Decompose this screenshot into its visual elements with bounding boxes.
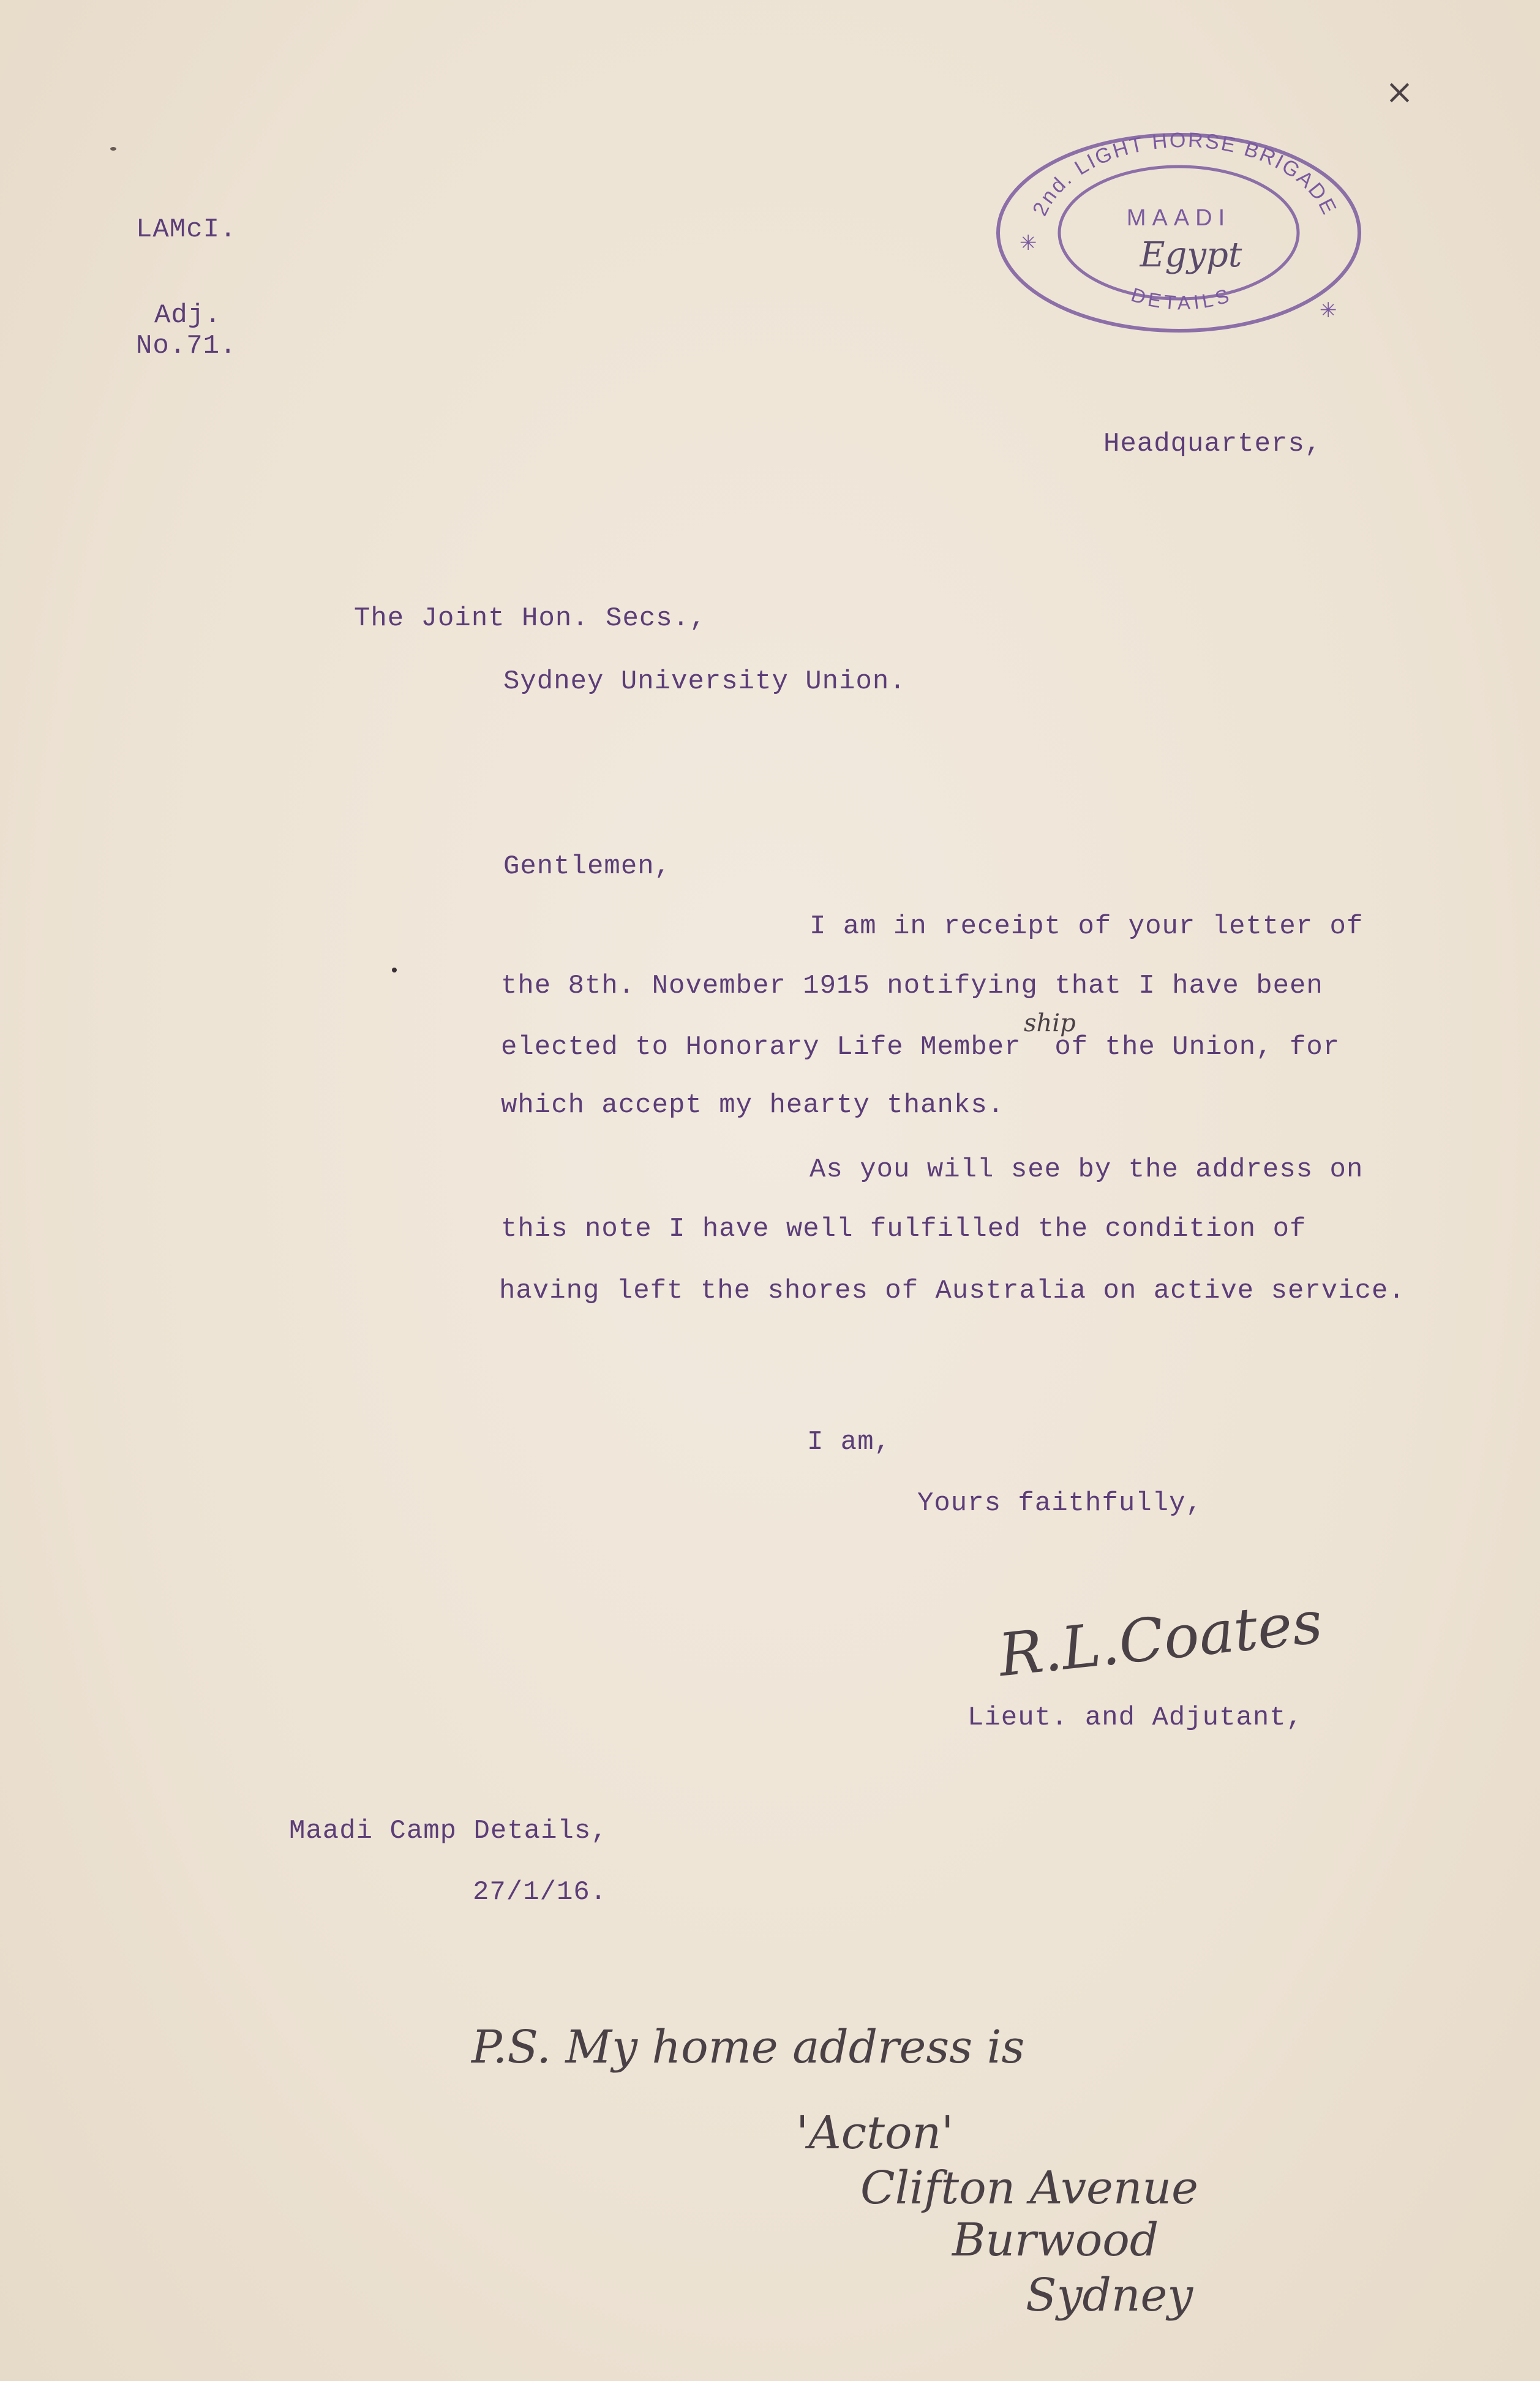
postscript-address-3: Burwood bbox=[952, 2214, 1159, 2266]
paper-speck bbox=[392, 968, 397, 972]
signatory-title: Lieut. and Adjutant, bbox=[967, 1702, 1304, 1733]
stamp-center-text: MAADI bbox=[1126, 205, 1231, 231]
stamp-bottom-text: DETAILS bbox=[1129, 283, 1235, 314]
body-line-4: which accept my hearty thanks. bbox=[501, 1090, 1005, 1121]
unit-reference: LAMcI. bbox=[136, 214, 237, 245]
stamp-star-right: ✳ bbox=[1320, 298, 1337, 323]
body-line-6: this note I have well fulfilled the condition of bbox=[501, 1214, 1307, 1244]
stamp-ring-text: 2nd. LIGHT HORSE BRIGADE bbox=[1028, 128, 1342, 220]
closing-line-1: I am, bbox=[807, 1427, 892, 1458]
reference-number: No.71. bbox=[136, 331, 237, 361]
footer-date: 27/1/16. bbox=[473, 1877, 607, 1908]
postscript-address-2: Clifton Avenue bbox=[860, 2162, 1198, 2214]
postscript-address-1: 'Acton' bbox=[796, 2107, 954, 2159]
addressee-line-2: Sydney University Union. bbox=[503, 666, 906, 697]
body-line-5: As you will see by the address on bbox=[809, 1154, 1364, 1185]
adj-label: Adj. bbox=[154, 300, 222, 331]
handwritten-insertion: ship bbox=[1024, 1009, 1076, 1037]
footer-place: Maadi Camp Details, bbox=[289, 1816, 608, 1846]
body-line-1: I am in receipt of your letter of bbox=[809, 911, 1364, 942]
body-line-2: the 8th. November 1915 notifying that I have been bbox=[501, 971, 1323, 1001]
salutation: Gentlemen, bbox=[503, 851, 672, 882]
stamp-handwritten: Egypt bbox=[1140, 235, 1242, 275]
addressee-line-1: The Joint Hon. Secs., bbox=[354, 603, 707, 634]
paper-speck bbox=[110, 147, 116, 151]
corner-mark: × bbox=[1385, 72, 1414, 112]
postscript-address-4: Sydney bbox=[1026, 2269, 1193, 2322]
location-line: Headquarters, bbox=[1103, 429, 1322, 459]
stamp-star-left: ✳ bbox=[1020, 231, 1037, 255]
brigade-stamp bbox=[989, 122, 1369, 343]
body-line-3: elected to Honorary Life Member of the Union, for bbox=[501, 1032, 1340, 1063]
closing-line-2: Yours faithfully, bbox=[917, 1488, 1203, 1519]
body-line-7: having left the shores of Australia on active service. bbox=[499, 1276, 1405, 1306]
signature: R.L.Coates bbox=[995, 1587, 1326, 1690]
postscript-line: P.S. My home address is bbox=[471, 2021, 1025, 2074]
